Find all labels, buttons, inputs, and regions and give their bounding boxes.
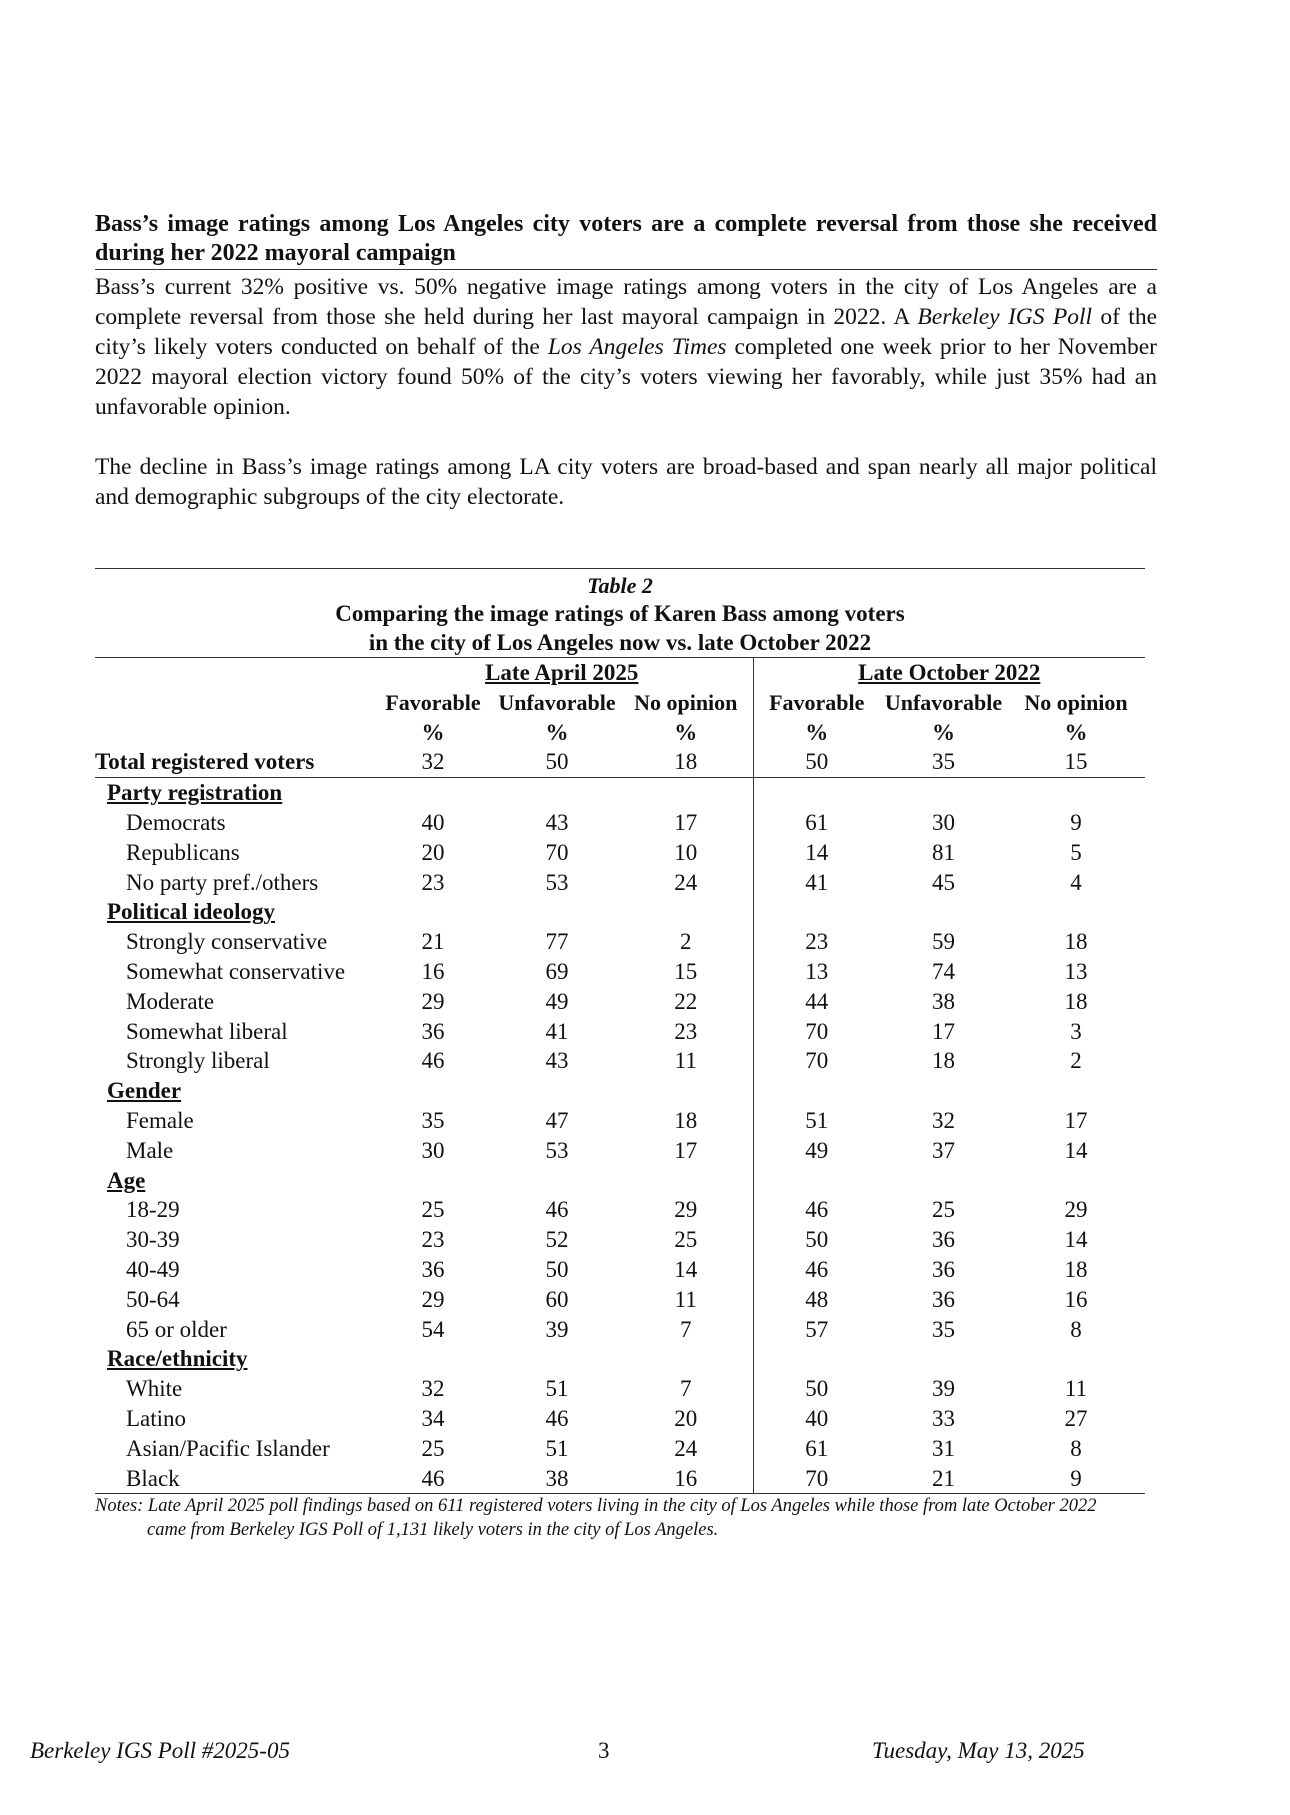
- intro-text-2: of the city’s likely voters conducted on behalf of the: [95, 304, 1158, 360]
- group-header-april-2025: Late April 2025: [485, 660, 639, 685]
- table-row: [95, 1374, 1145, 1404]
- value-cell: 29: [674, 1197, 698, 1223]
- value-cell: 18: [932, 1048, 955, 1074]
- percent-header-blank: [95, 718, 371, 748]
- value-cell: 43: [545, 809, 569, 835]
- value-cell: 30: [421, 1137, 445, 1163]
- category-heading: Party registration: [107, 780, 283, 806]
- value-cell: 35: [421, 1107, 445, 1133]
- table-title-line-2: in the city of Los Angeles now vs. late October 2022: [368, 630, 872, 655]
- value-cell: 36: [421, 1256, 445, 1282]
- value-cell: 43: [545, 1048, 569, 1074]
- value-cell: 36: [932, 1286, 955, 1312]
- value-cell: 46: [421, 1048, 445, 1074]
- col-header-favorable: Favorable: [753, 688, 880, 718]
- value-cell: 14: [1064, 1227, 1088, 1253]
- value-cell: 46: [545, 1197, 569, 1223]
- category-heading: Age: [107, 1167, 146, 1193]
- col-header-favorable: Favorable: [385, 689, 481, 715]
- value-cell: 17: [674, 1137, 698, 1163]
- empty-cell: [880, 1344, 1007, 1374]
- table-row: [95, 838, 1145, 868]
- value-cell: 39: [545, 1316, 569, 1342]
- footer-page-number: 3: [598, 1738, 610, 1763]
- value-cell: 25: [421, 1435, 445, 1461]
- total-value: 35: [880, 747, 1007, 777]
- table-row: [95, 1404, 1145, 1434]
- table-row: [95, 1285, 1145, 1315]
- value-cell: 23: [421, 1227, 445, 1253]
- empty-cell: [619, 1076, 753, 1106]
- value-cell: 70: [753, 1464, 880, 1494]
- intro-paragraph: [95, 272, 1157, 422]
- value-cell: 53: [545, 1137, 569, 1163]
- empty-cell: [371, 1166, 495, 1196]
- footer-date: Tuesday, May 13, 2025: [872, 1738, 1085, 1763]
- percent-sign: %: [932, 719, 955, 745]
- value-cell: 36: [932, 1256, 955, 1282]
- value-cell: 27: [1064, 1405, 1088, 1431]
- newspaper-name: Los Angeles Times: [547, 334, 727, 360]
- value-cell: 51: [545, 1435, 569, 1461]
- percent-sign: %: [753, 718, 880, 748]
- table-row: [95, 1255, 1145, 1285]
- empty-cell: [619, 897, 753, 927]
- table-top-rule: [95, 568, 1145, 569]
- value-cell: 16: [619, 1464, 753, 1494]
- value-cell: 18: [1064, 1256, 1088, 1282]
- empty-cell: [371, 897, 495, 927]
- value-cell: 46: [545, 1405, 569, 1431]
- value-cell: 29: [421, 1286, 445, 1312]
- percent-sign: %: [674, 719, 698, 745]
- category-row: [95, 897, 1145, 927]
- percent-header-row: [95, 718, 1145, 748]
- intro-text-1: Bass’s current 32% positive vs. 50% negative image ratings among voters in the city of Los Angeles are a complete reversal from those she held during her last mayoral campaign in 2022. A: [95, 274, 1157, 330]
- value-cell: 49: [753, 1136, 880, 1166]
- value-cell: 20: [421, 839, 445, 865]
- table-row: [95, 1017, 1145, 1047]
- table-notes: Notes: Late April 2025 poll findings based on 611 registered voters living in the city of Los Angeles while those from late October 2022 came from Berkeley IGS Poll of 1,131 likely voters in the city of Los Angeles.: [95, 1496, 1097, 1540]
- value-cell: 15: [674, 958, 698, 984]
- value-cell: 9: [1070, 809, 1082, 835]
- col-header-no-opinion: No opinion: [634, 689, 738, 715]
- category-row: [95, 1166, 1145, 1196]
- value-cell: 7: [680, 1376, 692, 1402]
- row-label: Male: [126, 1137, 174, 1163]
- empty-cell: [1007, 1344, 1145, 1374]
- table-row: [95, 1464, 1145, 1494]
- empty-cell: [619, 1166, 753, 1196]
- row-label: Strongly conservative: [126, 929, 328, 955]
- row-label: Latino: [126, 1405, 187, 1431]
- value-cell: 20: [674, 1405, 698, 1431]
- empty-cell: [880, 897, 1007, 927]
- decline-paragraph: The decline in Bass’s image ratings among LA city voters are broad-based and span nearly all major political and demographic subgroups of the city electorate.: [95, 454, 1157, 510]
- value-cell: 18: [1064, 988, 1088, 1014]
- row-label: Somewhat conservative: [126, 958, 346, 984]
- value-cell: 77: [545, 929, 569, 955]
- total-label: Total registered voters: [95, 747, 371, 777]
- category-heading: Gender: [107, 1078, 182, 1104]
- group-header-october-2022: Late October 2022: [753, 658, 1145, 688]
- value-cell: 32: [421, 1376, 445, 1402]
- table-2: [95, 568, 1145, 1494]
- empty-cell: [495, 778, 619, 808]
- total-value: 50: [753, 747, 880, 777]
- value-cell: 61: [753, 808, 880, 838]
- value-cell: 46: [753, 1195, 880, 1225]
- table-row: [95, 927, 1145, 957]
- empty-cell: [619, 778, 753, 808]
- percent-sign: %: [545, 719, 569, 745]
- value-cell: 51: [545, 1376, 569, 1402]
- row-label: 65 or older: [126, 1316, 227, 1342]
- table-row: [95, 808, 1145, 838]
- category-row: [95, 778, 1145, 808]
- col-header-no-opinion: No opinion: [1024, 689, 1128, 715]
- row-label: Somewhat liberal: [126, 1018, 288, 1044]
- value-cell: 38: [932, 988, 955, 1014]
- value-cell: 14: [674, 1256, 698, 1282]
- value-cell: 13: [753, 957, 880, 987]
- table-title-line-1: Comparing the image ratings of Karen Bass among voters: [335, 601, 905, 626]
- percent-sign: %: [421, 719, 445, 745]
- column-header-row: [95, 688, 1145, 718]
- value-cell: 23: [753, 927, 880, 957]
- value-cell: 16: [421, 958, 445, 984]
- value-cell: 23: [674, 1018, 698, 1044]
- empty-cell: [495, 897, 619, 927]
- value-cell: 11: [1064, 1376, 1088, 1402]
- value-cell: 32: [932, 1107, 955, 1133]
- value-cell: 25: [674, 1227, 698, 1253]
- value-cell: 11: [674, 1048, 697, 1074]
- value-cell: 10: [674, 839, 698, 865]
- section-heading: Bass’s image ratings among Los Angeles city voters are a complete reversal from those she received during her 2022 mayoral campaign: [95, 210, 1157, 270]
- value-cell: 24: [674, 1435, 698, 1461]
- value-cell: 8: [1070, 1316, 1082, 1342]
- value-cell: 37: [932, 1137, 955, 1163]
- total-row: [95, 747, 1145, 777]
- total-value: 15: [1007, 747, 1145, 777]
- row-label: 18-29: [126, 1197, 180, 1223]
- row-label: Black: [95, 1464, 371, 1494]
- row-label: Asian/Pacific Islander: [126, 1435, 330, 1461]
- row-label: 40-49: [126, 1256, 180, 1282]
- value-cell: 60: [545, 1286, 569, 1312]
- value-cell: 29: [421, 988, 445, 1014]
- group-header-blank: [95, 658, 371, 688]
- value-cell: 11: [674, 1286, 697, 1312]
- value-cell: 41: [545, 1018, 569, 1044]
- value-cell: 21: [880, 1464, 1007, 1494]
- table-row: [95, 1225, 1145, 1255]
- group-header-row: [95, 658, 1145, 688]
- value-cell: 18: [1064, 929, 1088, 955]
- empty-cell: [1007, 897, 1145, 927]
- value-cell: 2: [1070, 1048, 1082, 1074]
- empty-cell: [753, 1166, 880, 1196]
- empty-cell: [880, 1166, 1007, 1196]
- value-cell: 31: [932, 1435, 955, 1461]
- value-cell: 23: [421, 869, 445, 895]
- empty-cell: [880, 778, 1007, 808]
- table-row: [95, 1315, 1145, 1345]
- category-row: [95, 1344, 1145, 1374]
- value-cell: 74: [932, 958, 955, 984]
- table-row: [95, 1046, 1145, 1076]
- row-label: Female: [126, 1107, 194, 1133]
- value-cell: 50: [753, 1374, 880, 1404]
- table-body: [95, 747, 1145, 1493]
- value-cell: 30: [932, 809, 955, 835]
- empty-cell: [495, 1076, 619, 1106]
- empty-cell: [371, 778, 495, 808]
- empty-cell: [495, 1166, 619, 1196]
- value-cell: 53: [545, 869, 569, 895]
- table-row: [95, 957, 1145, 987]
- value-cell: 61: [753, 1434, 880, 1464]
- value-cell: 40: [753, 1404, 880, 1434]
- value-cell: 13: [1064, 958, 1088, 984]
- value-cell: 16: [1064, 1286, 1088, 1312]
- value-cell: 25: [421, 1197, 445, 1223]
- ratings-table: [95, 658, 1145, 1494]
- row-label: 50-64: [126, 1286, 180, 1312]
- value-cell: 9: [1007, 1464, 1145, 1494]
- empty-cell: [371, 1344, 495, 1374]
- table-row: [95, 987, 1145, 1017]
- row-label: Republicans: [126, 839, 240, 865]
- percent-sign: %: [1064, 719, 1088, 745]
- empty-cell: [371, 1076, 495, 1106]
- empty-cell: [1007, 1166, 1145, 1196]
- empty-cell: [1007, 1076, 1145, 1106]
- value-cell: 70: [753, 1046, 880, 1076]
- table-row: [95, 868, 1145, 898]
- table-row: [95, 1106, 1145, 1136]
- value-cell: 45: [932, 869, 955, 895]
- category-row: [95, 1076, 1145, 1106]
- col-header-unfavorable: Unfavorable: [498, 689, 616, 715]
- value-cell: 52: [545, 1227, 569, 1253]
- value-cell: 8: [1070, 1435, 1082, 1461]
- table-label: Table 2: [587, 573, 653, 598]
- value-cell: 69: [545, 958, 569, 984]
- value-cell: 54: [421, 1316, 445, 1342]
- value-cell: 41: [753, 868, 880, 898]
- col-header-unfavorable: Unfavorable: [884, 689, 1003, 715]
- value-cell: 50: [753, 1225, 880, 1255]
- value-cell: 46: [371, 1464, 495, 1494]
- total-value: 32: [371, 747, 495, 777]
- category-heading: Race/ethnicity: [107, 1346, 248, 1372]
- intro-text-3: completed one week prior to her November 2022 mayoral election victory found 50% of the city’s voters viewing her favorably, while just 35% had an unfavorable opinion.: [95, 334, 1157, 420]
- value-cell: 4: [1070, 869, 1082, 895]
- row-label: Moderate: [126, 988, 215, 1014]
- value-cell: 49: [545, 988, 569, 1014]
- value-cell: 81: [932, 839, 955, 865]
- value-cell: 22: [674, 988, 698, 1014]
- value-cell: 70: [753, 1017, 880, 1047]
- value-cell: 7: [680, 1316, 692, 1342]
- value-cell: 29: [1064, 1197, 1088, 1223]
- table-row: [95, 1434, 1145, 1464]
- value-cell: 14: [753, 838, 880, 868]
- empty-cell: [753, 1076, 880, 1106]
- empty-cell: [619, 1344, 753, 1374]
- value-cell: 46: [753, 1255, 880, 1285]
- value-cell: 25: [932, 1197, 955, 1223]
- empty-cell: [753, 1344, 880, 1374]
- value-cell: 14: [1064, 1137, 1088, 1163]
- value-cell: 33: [932, 1405, 955, 1431]
- value-cell: 17: [932, 1018, 955, 1044]
- value-cell: 21: [421, 929, 445, 955]
- value-cell: 51: [753, 1106, 880, 1136]
- value-cell: 36: [932, 1227, 955, 1253]
- value-cell: 47: [545, 1107, 569, 1133]
- value-cell: 57: [753, 1315, 880, 1345]
- empty-cell: [753, 897, 880, 927]
- value-cell: 17: [674, 809, 698, 835]
- value-cell: 34: [421, 1405, 445, 1431]
- value-cell: 48: [753, 1285, 880, 1315]
- value-cell: 17: [1064, 1107, 1088, 1133]
- row-label: 30-39: [126, 1227, 180, 1253]
- footer-poll-id: Berkeley IGS Poll #2025-05: [30, 1738, 290, 1763]
- total-value: 50: [495, 747, 619, 777]
- category-heading: Political ideology: [107, 899, 276, 925]
- value-cell: 18: [674, 1107, 698, 1133]
- poll-name: Berkeley IGS Poll: [917, 304, 1093, 330]
- value-cell: 39: [932, 1376, 955, 1402]
- empty-cell: [495, 1344, 619, 1374]
- value-cell: 44: [753, 987, 880, 1017]
- value-cell: 5: [1070, 839, 1082, 865]
- value-cell: 35: [932, 1316, 955, 1342]
- table-row: [95, 1136, 1145, 1166]
- value-cell: 3: [1070, 1018, 1082, 1044]
- value-cell: 50: [545, 1256, 569, 1282]
- value-cell: 40: [421, 809, 445, 835]
- value-cell: 2: [680, 929, 692, 955]
- value-cell: 59: [932, 929, 955, 955]
- empty-cell: [1007, 778, 1145, 808]
- row-label: No party pref./others: [126, 869, 319, 895]
- table-row: [95, 1195, 1145, 1225]
- row-label: Democrats: [126, 809, 226, 835]
- value-cell: 36: [421, 1018, 445, 1044]
- row-label: White: [126, 1376, 183, 1402]
- empty-cell: [753, 778, 880, 808]
- empty-cell: [880, 1076, 1007, 1106]
- total-value: 18: [619, 747, 753, 777]
- row-label: Strongly liberal: [126, 1048, 270, 1074]
- value-cell: 38: [495, 1464, 619, 1494]
- column-header-blank: [95, 688, 371, 718]
- value-cell: 70: [545, 839, 569, 865]
- value-cell: 24: [674, 869, 698, 895]
